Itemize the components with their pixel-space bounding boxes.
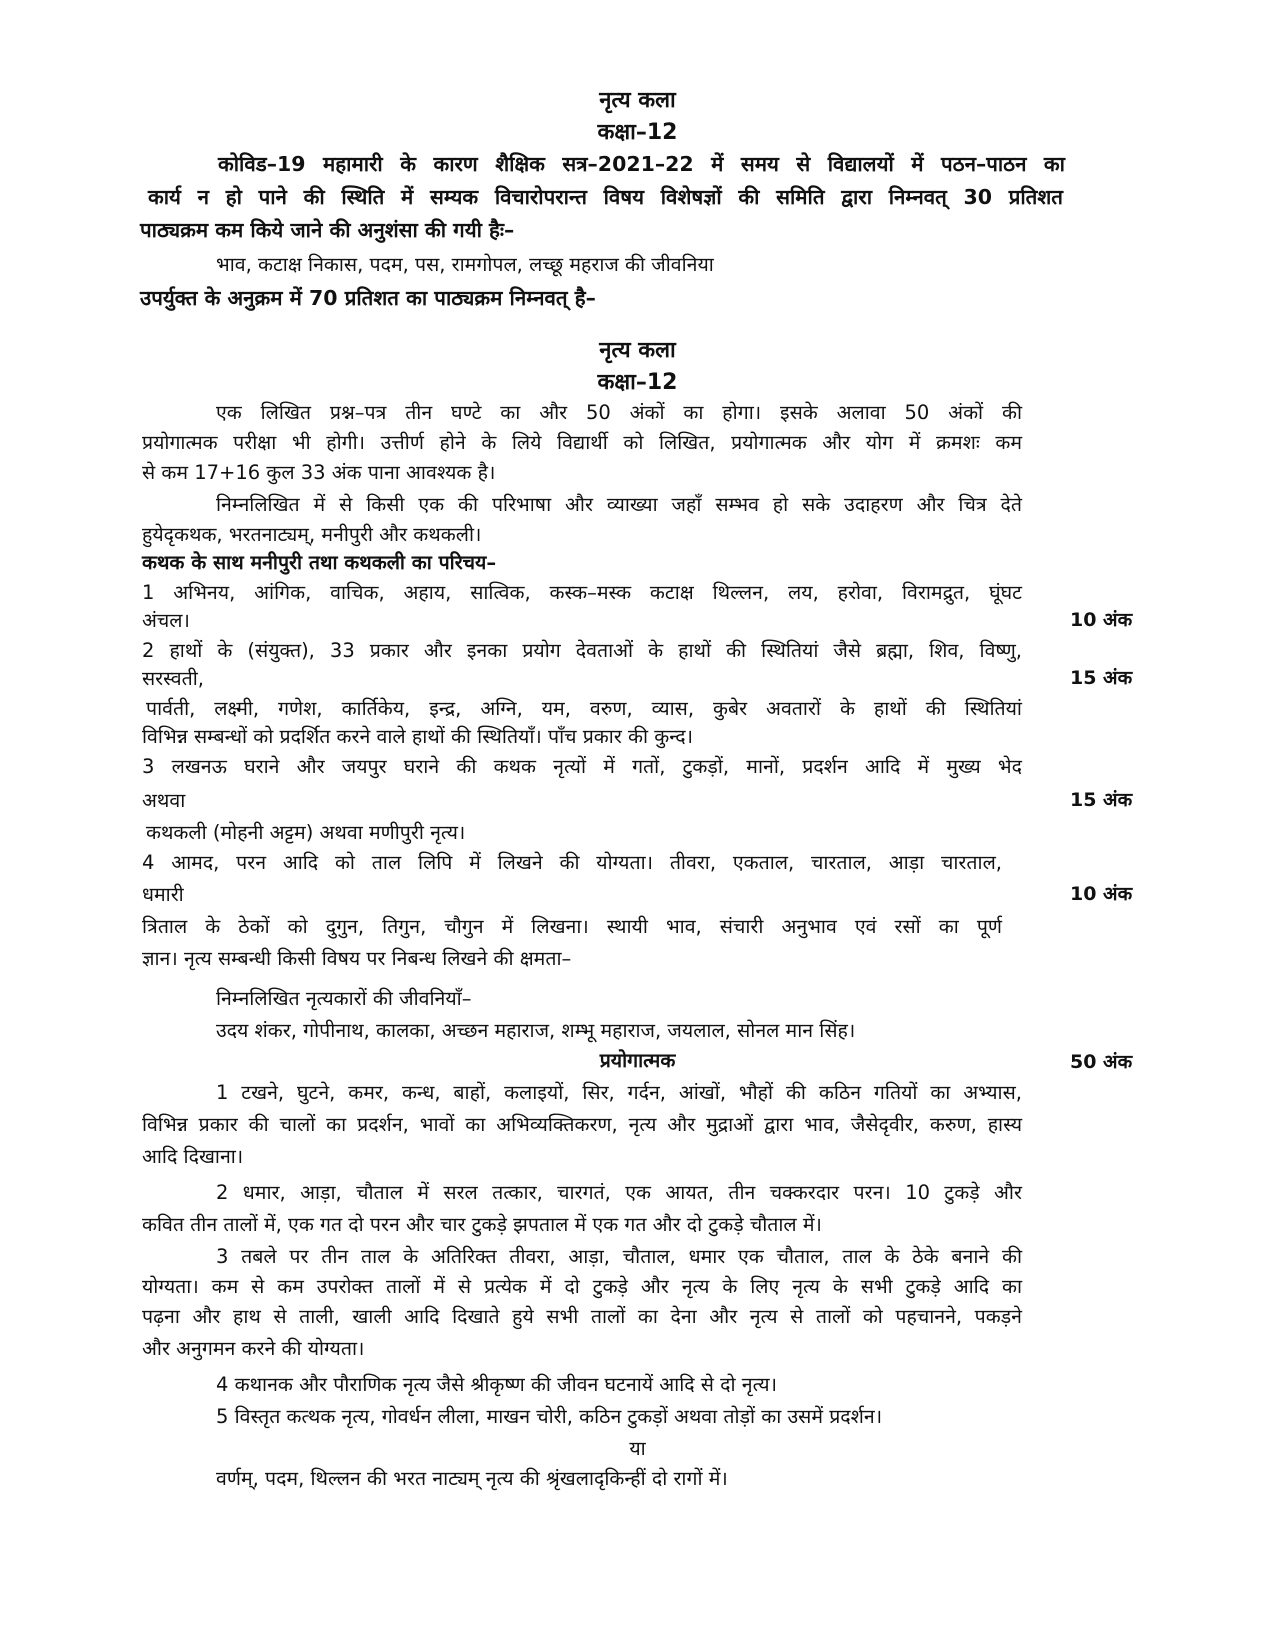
practical-3-line-4: और अनुगमन करने की योग्यता। <box>142 1337 365 1360</box>
definition-line-1: निम्नलिखित में से किसी एक की परिभाषा और व्याख्या जहाँ सम्भव हो सके उदाहरण और चित्र देते <box>216 493 1022 516</box>
item2-line-1: 2 हाथों के (संयुक्त), 33 प्रकार और इनका प्रयोग देवताओं के हाथों की स्थितियां जैसे ब्रह्मा, शिव, विष्णु, <box>142 639 1022 662</box>
practical-heading: प्रयोगात्मक <box>599 1049 676 1072</box>
item1-line-1: 1 अभिनय, आंगिक, वाचिक, अहाय, सात्विक, कस्क–मस्क कटाक्ष थिल्लन, लय, हरोवा, विरामद्रुत, घूंघट <box>142 581 1022 604</box>
continuation-note: उपर्युक्त के अनुक्रम में 70 प्रतिशत का पाठ्यक्रम निम्नवत् है– <box>140 286 596 310</box>
section1-intro-line-1: कोविड–19 महामारी के कारण शैक्षिक सत्र–2021–22 में समय से विद्यालयों में पठन–पाठन का <box>218 152 1065 176</box>
section1-class-label: कक्षा–12 <box>597 120 678 145</box>
removed-topics: भाव, कटाक्ष निकास, पदम, पस, रामगोपल, लच्छू महराज की जीवनिया <box>216 253 714 276</box>
or-separator: या <box>629 1437 646 1460</box>
exam-line-3: से कम 17+16 कुल 33 अंक पाना आवश्यक है। <box>142 461 496 484</box>
practical-4: 4 कथानक और पौराणिक नृत्य जैसे श्रीकृष्ण की जीवन घटनायें आदि से दो नृत्य। <box>216 1373 777 1396</box>
practical-3-line-1: 3 तबले पर तीन ताल के अतिरिक्त तीवरा, आड़ा, चौताल, धमार एक चौताल, ताल के ठेके बनाने की <box>216 1245 1022 1268</box>
item1-line-2: अंचल। <box>142 609 190 632</box>
exam-line-2: प्रयोगात्मक परीक्षा भी होगी। उत्तीर्ण होने के लिये विद्यार्थी को लिखित, प्रयोगात्मक और योग में क्रमशः कम <box>142 431 1022 454</box>
practical-3-line-3: पढ़ना और हाथ से ताली, खाली आदि दिखाते हुये सभी तालों का देना और नृत्य से तालों को पहचानने, पकड़ने <box>142 1305 1022 1328</box>
section1-intro-line-2: कार्य न हो पाने की स्थिति में सम्यक विचारोपरान्त विषय विशेषज्ञों की समिति द्वारा निम्नवत् 30 प्रतिशत <box>148 185 1063 209</box>
item2-marks: 15 अंक <box>1070 667 1133 689</box>
definition-line-2: हुयेदृकथक, भरतनाट्यम्, मनीपुरी और कथकली। <box>142 523 482 546</box>
section2-title: नृत्य कला <box>599 338 676 363</box>
practical-marks: 50 अंक <box>1070 1051 1133 1073</box>
section2-class-label: कक्षा–12 <box>597 370 678 395</box>
practical-5: 5 विस्तृत कत्थक नृत्य, गोवर्धन लीला, माखन चोरी, कठिन टुकड़ों अथवा तोड़ों का उसमें प्रदर्शन। <box>216 1405 883 1428</box>
item2-line-2: सरस्वती, <box>142 667 204 690</box>
practical-2-line-1: 2 धमार, आड़ा, चौताल में सरल तत्कार, चारगतं, एक आयत, तीन चक्करदार परन। 10 टुकड़े और <box>216 1181 1022 1204</box>
practical-1-line-1: 1 टखने, घुटने, कमर, कन्ध, बाहों, कलाइयों, सिर, गर्दन, आंखों, भौहों की कठिन गतियों का अभ्यास, <box>216 1081 1022 1104</box>
item4-line-2: धमारी <box>142 883 184 906</box>
item2-line-3: पार्वती, लक्ष्मी, गणेश, कार्तिकेय, इन्द्र, अग्नि, यम, वरुण, व्यास, कुबेर अवतारों के हाथों की स्थितियां <box>146 697 1022 720</box>
biography-heading: निम्नलिखित नृत्यकारों की जीवनियाँ– <box>216 987 472 1010</box>
item1-marks: 10 अंक <box>1070 609 1133 631</box>
item3-marks: 15 अंक <box>1070 789 1133 811</box>
intro-heading: कथक के साथ मनीपुरी तथा कथकली का परिचय– <box>142 551 497 574</box>
section1-intro-line-3: पाठ्यक्रम कम किये जाने की अनुशंसा की गयी हैः– <box>140 218 515 242</box>
item3-line-1: 3 लखनऊ घराने और जयपुर घराने की कथक नृत्यों में गतों, टुकड़ों, मानों, प्रदर्शन आदि में मुख्य भेद <box>142 755 1022 778</box>
item3-line-3: कथकली (मोहनी अट्टम) अथवा मणीपुरी नृत्य। <box>146 821 466 844</box>
item3-line-2: अथवा <box>142 789 186 812</box>
practical-2-line-2: कवित तीन तालों में, एक गत दो परन और चार टुकड़े झपताल में एक गत और दो टुकड़े चौताल में। <box>142 1213 822 1236</box>
item4-marks: 10 अंक <box>1070 883 1133 905</box>
practical-3-line-2: योग्यता। कम से कम उपरोक्त तालों में से प्रत्येक में दो टुकड़े और नृत्य के लिए नृत्य के सभी टुकड़े आदि का <box>142 1275 1022 1298</box>
practical-6: वर्णम्, पदम, थिल्लन की भरत नाट्यम् नृत्य की श्रृंखलादृकिन्हीं दो रागों में। <box>216 1467 728 1490</box>
biography-names: उदय शंकर, गोपीनाथ, कालका, अच्छन महाराज, शम्भू महाराज, जयलाल, सोनल मान सिंह। <box>216 1019 856 1042</box>
item2-line-4: विभिन्न सम्बन्धों को प्रदर्शित करने वाले हाथों की स्थितियाँ। पाँच प्रकार की कुन्द। <box>142 725 693 748</box>
practical-1-line-3: आदि दिखाना। <box>142 1145 244 1168</box>
item4-line-3: त्रिताल के ठेकों को दुगुन, तिगुन, चौगुन में लिखना। स्थायी भाव, संचारी अनुभाव एवं रसों का पूर्ण <box>142 915 1002 938</box>
section1-title: नृत्य कला <box>599 88 676 113</box>
exam-line-1: एक लिखित प्रश्न–पत्र तीन घण्टे का और 50 अंकों का होगा। इसके अलावा 50 अंकों की <box>216 401 1022 424</box>
item4-line-4: ज्ञान। नृत्य सम्बन्धी किसी विषय पर निबन्ध लिखने की क्षमता– <box>142 947 572 970</box>
practical-1-line-2: विभिन्न प्रकार की चालों का प्रदर्शन, भावों का अभिव्यक्तिकरण, नृत्य और मुद्राओं द्वारा भाव, जैसेदृवीर, करुण, हास्य <box>142 1113 1022 1136</box>
item4-line-1: 4 आमद, परन आदि को ताल लिपि में लिखने की योग्यता। तीवरा, एकताल, चारताल, आड़ा चारताल, <box>142 851 1002 874</box>
